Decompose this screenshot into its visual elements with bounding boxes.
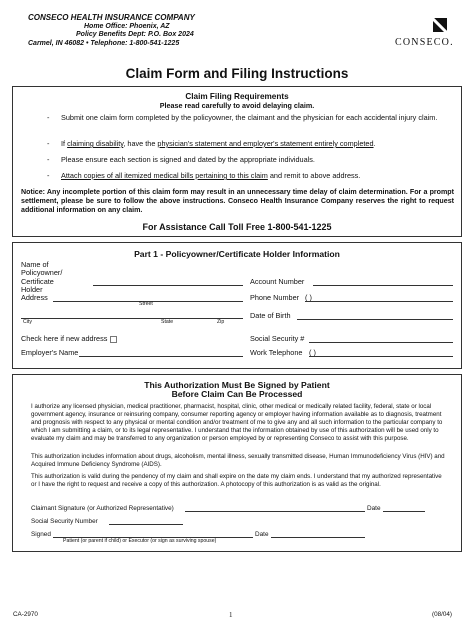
city-sublabel: City: [23, 319, 32, 325]
part1-heading: Part 1 - Policyowner/Certificate Holder Information: [134, 249, 340, 259]
dob-label: Date of Birth: [250, 311, 291, 320]
page-number: 1: [229, 611, 233, 619]
authorization-subheading: Before Claim Can Be Processed: [171, 389, 303, 399]
employer-label: Employer's Name: [21, 348, 79, 357]
new-address-row: [21, 334, 117, 343]
ssn-field[interactable]: [309, 342, 453, 343]
assistance-phone: For Assistance Call Toll Free 1-800-541-1225: [142, 222, 332, 232]
company-name: CONSECO HEALTH INSURANCE COMPANY: [28, 13, 195, 22]
authorization-paragraph: This authorization includes information about drugs, alcoholism, mental illness, sexually transmitted disease, Human Immunodeficiency Virus (HIV) and Acquired Immune Deficiency Syndrome (AIDS).: [31, 453, 445, 468]
dob-field[interactable]: [297, 319, 453, 320]
requirement-item: - If claiming disability, have the physician's statement and employer's statement entirely completed.: [47, 139, 376, 148]
work-phone-label: Work Telephone: [250, 348, 303, 357]
name-field[interactable]: [93, 285, 243, 286]
auth-ssn-field[interactable]: [109, 524, 183, 525]
company-address: Carmel, IN 46082 • Telephone: 1-800-541-1225: [28, 39, 180, 47]
conseco-logo-text: CONSECO.: [395, 37, 454, 48]
phone-number-label: Phone Number: [250, 293, 300, 302]
zip-sublabel: Zip: [217, 319, 225, 325]
page-title: Claim Form and Filing Instructions: [125, 66, 349, 81]
claimant-date-label: Date: [367, 505, 381, 512]
authorization-heading: This Authorization Must Be Signed by Patient: [144, 380, 330, 390]
policy-dept: Policy Benefits Dept: P.O. Box 2024: [76, 31, 194, 39]
company-header: [28, 14, 195, 48]
account-number-label: Account Number: [250, 277, 305, 286]
claimant-signature-field[interactable]: [185, 511, 365, 512]
work-phone-field[interactable]: [309, 356, 453, 357]
authorization-paragraph: This authorization is valid during the pendency of my claim and shall expire on the date my claim ends. I understand that my authorized representative or I have the right to request and receive a copy of this authorization. A photocopy of this authorization is as valid as the original.: [31, 473, 442, 488]
phone-area-code: ( ): [305, 293, 312, 302]
home-office: Home Office: Phoenix, AZ: [84, 22, 170, 30]
claimant-signature-label: Claimant Signature (or Authorized Representative): [31, 505, 174, 512]
new-address-label: Check here if new address: [21, 334, 108, 343]
form-revision: (08/04): [432, 611, 452, 618]
requirement-item: - Attach copies of all itemized medical bills pertaining to this claim and remit to above address.: [47, 171, 361, 180]
street-sublabel: Street: [139, 301, 153, 307]
signed-date-field[interactable]: [271, 537, 365, 538]
requirement-item: - Submit one claim form completed by the policyowner, the claimant and the physician for each accidental injury claim.: [47, 113, 438, 122]
requirements-heading: Claim Filing Requirements: [185, 92, 289, 101]
requirements-box: [12, 86, 462, 237]
requirement-item: - Please ensure each section is signed and dated by the appropriate individuals.: [47, 155, 315, 164]
part1-box: [12, 242, 462, 369]
ssn-label: Social Security #: [250, 334, 305, 343]
new-address-checkbox[interactable]: [110, 336, 117, 343]
signed-label: Signed: [31, 531, 51, 538]
claimant-date-field[interactable]: [383, 511, 425, 512]
authorization-box: [12, 374, 462, 552]
employer-field[interactable]: [79, 356, 243, 357]
form-code: CA-2970: [13, 611, 38, 618]
account-number-field[interactable]: [313, 285, 453, 286]
conseco-logo-icon: [431, 16, 449, 34]
city-state-zip-field[interactable]: [21, 318, 243, 319]
state-sublabel: State: [161, 319, 174, 325]
address-label: Address: [21, 293, 48, 302]
signed-sublabel: Patient (or parent if child) or Executor (or sign as surviving spouse): [63, 538, 217, 544]
notice-text: Notice: Any incomplete portion of this claim form may result in an unnecessary time delay of claim determination. For a prompt settlement, please be sure to follow the above instructions. Conseco Health Insurance Company reserves the right to request additional information on any claim.: [21, 188, 454, 214]
auth-ssn-label: Social Security Number: [31, 518, 98, 525]
authorization-paragraph: I authorize any licensed physician, medical practitioner, pharmacist, hospital, clinic, other medical or medically related facility, federal, state or local government agency, insurance or reinsuring company, consumer reporting agency or employer having information available as to diagnosis, treatment and prognosis with respect to any physical or mental condition and/or treatment of me to give any and all such information to the particular company to which I am submitting a claim, or to its legal representative. I understand that the information obtained by use of this authorization will be used only to evaluate my claim and may be transferred to any organization or person employed by or representing Conseco to assist with this purpose.: [31, 403, 443, 442]
name-label: Name of Policyowner/ Certificate Holder: [21, 260, 63, 295]
phone-number-field[interactable]: [305, 301, 453, 302]
requirements-subheading: Please read carefully to avoid delaying claim.: [159, 101, 315, 110]
work-phone-area-code: ( ): [309, 348, 316, 357]
signed-date-label: Date: [255, 531, 269, 538]
